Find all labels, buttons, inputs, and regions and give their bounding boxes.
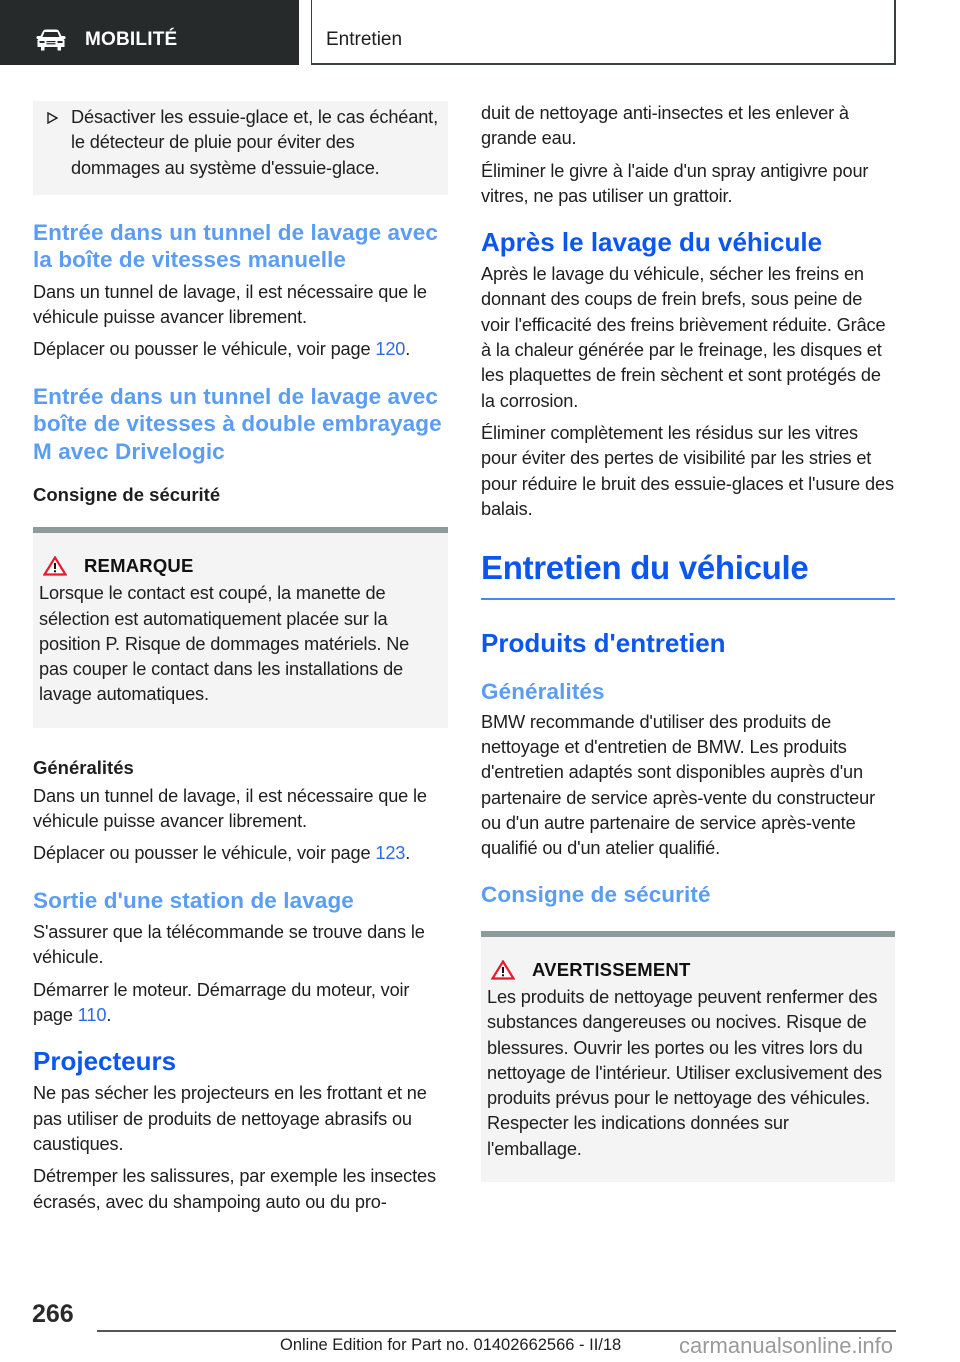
notice-header — [487, 959, 885, 981]
notice-text: Les produits de nettoyage peuvent renfermer des substances dangereuses ou nocives. Risque de blessures. Ouvrir les portes ou les vitres lors du nettoyage de l'intérieur. Utiliser exclusivement des produits prévus pour le nettoyage des véhicules. Respecter les indications données sur l'emballage. — [487, 986, 882, 1159]
paragraph-text: Déplacer ou pousser le véhicule, voir page — [33, 339, 376, 360]
car-icon — [36, 29, 66, 51]
heading-exit-station: Sortie d'une station de lavage — [33, 887, 354, 913]
notice-box — [33, 527, 448, 727]
paragraph: Après le lavage du véhicule, sécher les freins en donnant des coups de frein brefs, sous peine de voir l'efficacité des freins brièvement réduite. Grâce à la chaleur générée par le freinage, les disques et les plaquettes de frein sèchent et sont protégés de la corrosion. — [481, 264, 886, 411]
paragraph: duit de nettoyage anti-insectes et les enlever à grande eau. — [481, 103, 849, 149]
paragraph — [33, 978, 448, 1029]
heading-dct-tunnel: Entrée dans un tunnel de lavage avec boîte de vitesses à double embrayage M avec Drivelogic — [33, 383, 442, 464]
paragraph-text: Démarrer le moteur. Démarrage du moteur, voir page — [33, 979, 410, 1026]
heading-headlights: Projecteurs — [33, 1046, 177, 1077]
footer-divider — [97, 1330, 896, 1332]
notice-header — [39, 555, 438, 577]
notice-title: REMARQUE — [84, 555, 194, 577]
heading-general: Généralités — [481, 679, 605, 705]
notice-title: AVERTISSEMENT — [532, 958, 691, 980]
chapter-header — [311, 0, 896, 65]
paragraph-text: . — [405, 843, 411, 864]
paragraph: BMW recommande d'utiliser des produits de nettoyage et d'entretien de BMW. Les produits d'entretien adaptés sont disponibles auprès d'un partenaire de service après-vente du constructeur ou d'un autre partenaire de service après-vente qualifié ou d'un atelier qualifié. — [481, 711, 876, 859]
page-number: 266 — [32, 1300, 74, 1328]
instruction-text: Désactiver les essuie-glace et, le cas échéant, le détecteur de pluie pour éviter des dommages au système d'essuie-glace. — [71, 107, 438, 178]
paragraph-text: Déplacer ou pousser le véhicule, voir page — [33, 843, 376, 864]
heading-safety-notice: Consigne de sécurité — [481, 882, 711, 908]
right-column — [481, 101, 895, 1182]
paragraph: Détremper les salissures, par exemple les insectes écrasés, avec du shampoing auto ou du pro- — [33, 1166, 436, 1212]
notice-text: Lorsque le contact est coupé, la manette de sélection est automatiquement placée sur la position P. Risque de dommages matériels. Ne pas couper le contact dans les installations de lavage automatiques. — [39, 583, 410, 705]
heading-general: Généralités — [33, 756, 134, 778]
paragraph — [33, 841, 448, 866]
section-tab[interactable] — [0, 0, 299, 65]
watermark[interactable]: carmanualsonline.info — [679, 1333, 894, 1358]
heading-manual-tunnel: Entrée dans un tunnel de lavage avec la boîte de vitesses manuelle — [33, 219, 438, 273]
left-column — [33, 101, 448, 1222]
heading-after-wash: Après le lavage du véhicule — [481, 227, 823, 258]
heading-care-products: Produits d'entretien — [481, 628, 726, 659]
page-link-110[interactable]: 110 — [77, 1005, 107, 1026]
warning-box — [481, 931, 895, 1182]
triangle-right-icon — [47, 105, 71, 181]
section-label: MOBILITÉ — [85, 28, 178, 50]
paragraph: Éliminer le givre à l'aide d'un spray antigivre pour vitres, ne pas utiliser un grattoir. — [481, 160, 869, 206]
instruction-box — [33, 101, 448, 195]
warning-triangle-icon — [43, 556, 67, 576]
edition-text: Online Edition for Part no. 01402662566 - II/18 — [280, 1336, 622, 1354]
warning-triangle-icon — [491, 960, 515, 980]
page-link-120[interactable]: 120 — [375, 339, 406, 360]
paragraph: Éliminer complètement les résidus sur les vitres pour éviter des pertes de visibilité par les stries et pour réduire le bruit des essuie-glaces et l'usure des balais. — [481, 422, 894, 519]
heading-safety-notice: Consigne de sécurité — [33, 484, 221, 506]
paragraph: S'assurer que la télécommande se trouve dans le véhicule. — [33, 922, 425, 968]
paragraph-text: . — [106, 1005, 112, 1026]
page-link-123[interactable]: 123 — [375, 843, 406, 864]
paragraph: Dans un tunnel de lavage, il est nécessaire que le véhicule puisse avancer librement. — [33, 785, 427, 832]
paragraph: Ne pas sécher les projecteurs en les frottant et ne pas utiliser de produits de nettoyage abrasifs ou caustiques. — [33, 1083, 427, 1154]
paragraph-text: . — [405, 339, 411, 360]
chapter-label: Entretien — [326, 28, 403, 50]
heading-vehicle-care: Entretien du véhicule — [481, 548, 895, 600]
paragraph — [33, 337, 448, 362]
paragraph: Dans un tunnel de lavage, il est nécessaire que le véhicule puisse avancer librement. — [33, 281, 427, 328]
